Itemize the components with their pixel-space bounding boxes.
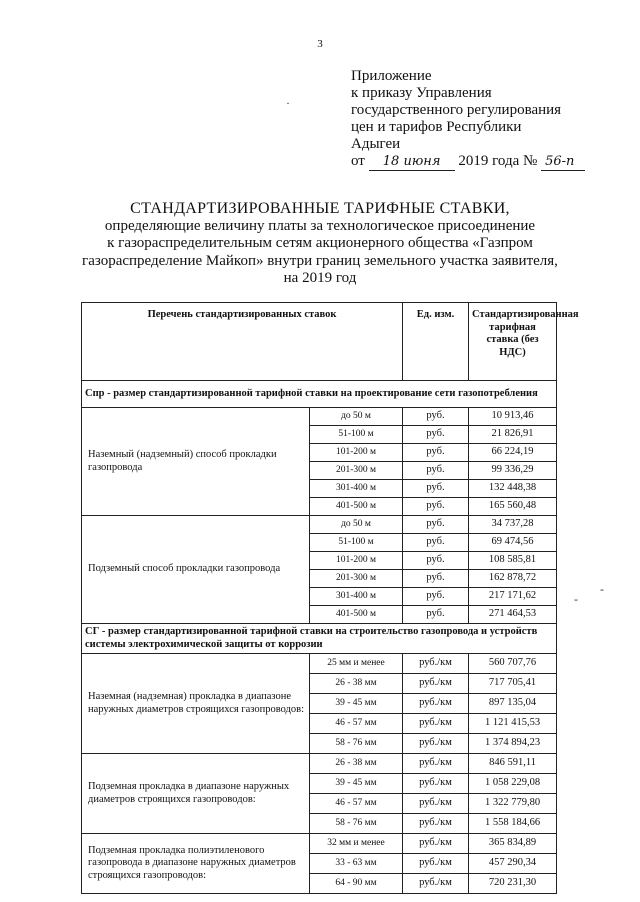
limit-cell: 401-500 м: [310, 606, 403, 624]
value-cell: 1 374 894,23: [469, 734, 557, 754]
section-spr: Спр - размер стандартизированной тарифной ставки на проектирование сети газопотребления: [82, 381, 557, 408]
value-cell: 21 826,91: [469, 426, 557, 444]
value-cell: 66 224,19: [469, 444, 557, 462]
title-line: определяющие величину платы за технологическое присоединение: [104, 217, 536, 234]
title-line: газораспределение Майкоп» внутри границ земельного участка заявителя,: [82, 252, 558, 269]
appendix-line: к приказу Управления: [351, 85, 492, 101]
limit-cell: 51-100 м: [310, 426, 403, 444]
limit-cell: до 50 м: [310, 408, 403, 426]
unit-cell: руб.: [403, 408, 469, 426]
table-row: [82, 516, 557, 534]
value-cell: 717 705,41: [469, 674, 557, 694]
limit-cell: 58 - 76 мм: [310, 814, 403, 834]
value-cell: 132 448,38: [469, 480, 557, 498]
section-row: [82, 381, 557, 408]
limit-cell: 26 - 38 мм: [310, 754, 403, 774]
value-cell: 34 737,28: [469, 516, 557, 534]
limit-cell: 101-200 м: [310, 444, 403, 462]
value-cell: 365 834,89: [469, 834, 557, 854]
page-number: 3: [317, 38, 323, 50]
value-cell: 165 560,48: [469, 498, 557, 516]
value-cell: 69 474,56: [469, 534, 557, 552]
group-label: Подземный способ прокладки газопровода: [82, 516, 310, 624]
value-cell: 846 591,11: [469, 754, 557, 774]
group-label: Наземный (надземный) способ прокладки газопровода: [82, 408, 310, 516]
unit-cell: руб.: [403, 552, 469, 570]
value-cell: 457 290,34: [469, 854, 557, 874]
value-cell: 99 336,29: [469, 462, 557, 480]
section-sg: СГ - размер стандартизированной тарифной ставки на строительство газопровода и устройств системы электрохимической защиты от коррозии: [82, 624, 557, 654]
title-main: СТАНДАРТИЗИРОВАННЫЕ ТАРИФНЫЕ СТАВКИ,: [130, 200, 510, 217]
limit-cell: 58 - 76 мм: [310, 734, 403, 754]
appendix-line: цен и тарифов Республики: [351, 119, 522, 135]
section-row: [82, 624, 557, 654]
header-rate: Стандартизированная тарифная ставка (без НДС): [469, 303, 557, 381]
unit-cell: руб./км: [403, 674, 469, 694]
title-line: к газораспределительным сетям акционерного общества «Газпром: [107, 235, 533, 251]
table-row: [82, 834, 557, 854]
unit-cell: руб.: [403, 516, 469, 534]
table-row: [82, 408, 557, 426]
unit-cell: руб./км: [403, 754, 469, 774]
handwritten-date: 18 июня: [369, 153, 455, 171]
unit-cell: руб.: [403, 570, 469, 588]
header-list: Перечень стандартизированных ставок: [82, 303, 403, 381]
unit-cell: руб.: [403, 480, 469, 498]
limit-cell: 301-400 м: [310, 588, 403, 606]
unit-cell: руб.: [403, 606, 469, 624]
table-header-row: [82, 303, 557, 381]
limit-cell: 64 - 90 мм: [310, 874, 403, 894]
date-prefix: от: [351, 153, 365, 169]
limit-cell: 51-100 м: [310, 534, 403, 552]
value-cell: 162 878,72: [469, 570, 557, 588]
limit-cell: 101-200 м: [310, 552, 403, 570]
limit-cell: 25 мм и менее: [310, 654, 403, 674]
unit-cell: руб.: [403, 534, 469, 552]
unit-cell: руб./км: [403, 654, 469, 674]
appendix-date-line: [351, 153, 585, 171]
appendix-line: Приложение: [351, 68, 432, 84]
unit-cell: руб.: [403, 498, 469, 516]
limit-cell: до 50 м: [310, 516, 403, 534]
value-cell: 217 171,62: [469, 588, 557, 606]
value-cell: 720 231,30: [469, 874, 557, 894]
value-cell: 271 464,53: [469, 606, 557, 624]
value-cell: 897 135,04: [469, 694, 557, 714]
limit-cell: 301-400 м: [310, 480, 403, 498]
limit-cell: 33 - 63 мм: [310, 854, 403, 874]
unit-cell: руб.: [403, 444, 469, 462]
limit-cell: 401-500 м: [310, 498, 403, 516]
value-cell: 1 121 415,53: [469, 714, 557, 734]
unit-cell: руб.: [403, 426, 469, 444]
unit-cell: руб.: [403, 588, 469, 606]
unit-cell: руб./км: [403, 874, 469, 894]
value-cell: 1 058 229,08: [469, 774, 557, 794]
table-row: [82, 654, 557, 674]
unit-cell: руб./км: [403, 854, 469, 874]
appendix-line: государственного регулирования: [351, 102, 562, 118]
header-unit: Ед. изм.: [403, 303, 469, 381]
limit-cell: 39 - 45 мм: [310, 774, 403, 794]
limit-cell: 201-300 м: [310, 570, 403, 588]
limit-cell: 46 - 57 мм: [310, 714, 403, 734]
unit-cell: руб./км: [403, 694, 469, 714]
unit-cell: руб./км: [403, 834, 469, 854]
scan-dash-mark: -: [600, 582, 604, 596]
value-cell: 560 707,76: [469, 654, 557, 674]
group-label: Подземная прокладка в диапазоне наружных диаметров строящихся газопроводов:: [82, 754, 310, 834]
limit-cell: 201-300 м: [310, 462, 403, 480]
limit-cell: 26 - 38 мм: [310, 674, 403, 694]
limit-cell: 46 - 57 мм: [310, 794, 403, 814]
unit-cell: руб./км: [403, 794, 469, 814]
unit-cell: руб./км: [403, 714, 469, 734]
unit-cell: руб./км: [403, 774, 469, 794]
group-label: Подземная прокладка полиэтиленового газопровода в диапазоне наружных диаметров строящихся газопроводов:: [82, 834, 310, 894]
scan-dot: ·: [286, 96, 290, 110]
year-text: 2019 года №: [458, 153, 538, 169]
rates-table: [81, 302, 579, 894]
value-cell: 1 322 779,80: [469, 794, 557, 814]
value-cell: 10 913,46: [469, 408, 557, 426]
limit-cell: 39 - 45 мм: [310, 694, 403, 714]
group-label: Наземная (надземная) прокладка в диапазоне наружных диаметров строящихся газопроводов:: [82, 654, 310, 754]
handwritten-number: 56-п: [541, 153, 585, 171]
unit-cell: руб./км: [403, 734, 469, 754]
unit-cell: руб./км: [403, 814, 469, 834]
appendix-line: Адыгеи: [351, 136, 401, 152]
scan-dash-mark: -: [574, 592, 578, 606]
unit-cell: руб.: [403, 462, 469, 480]
document-title: [60, 200, 580, 288]
appendix-block: [351, 68, 585, 171]
table-row: [82, 754, 557, 774]
value-cell: 108 585,81: [469, 552, 557, 570]
title-line: на 2019 год: [283, 270, 357, 286]
value-cell: 1 558 184,66: [469, 814, 557, 834]
limit-cell: 32 мм и менее: [310, 834, 403, 854]
